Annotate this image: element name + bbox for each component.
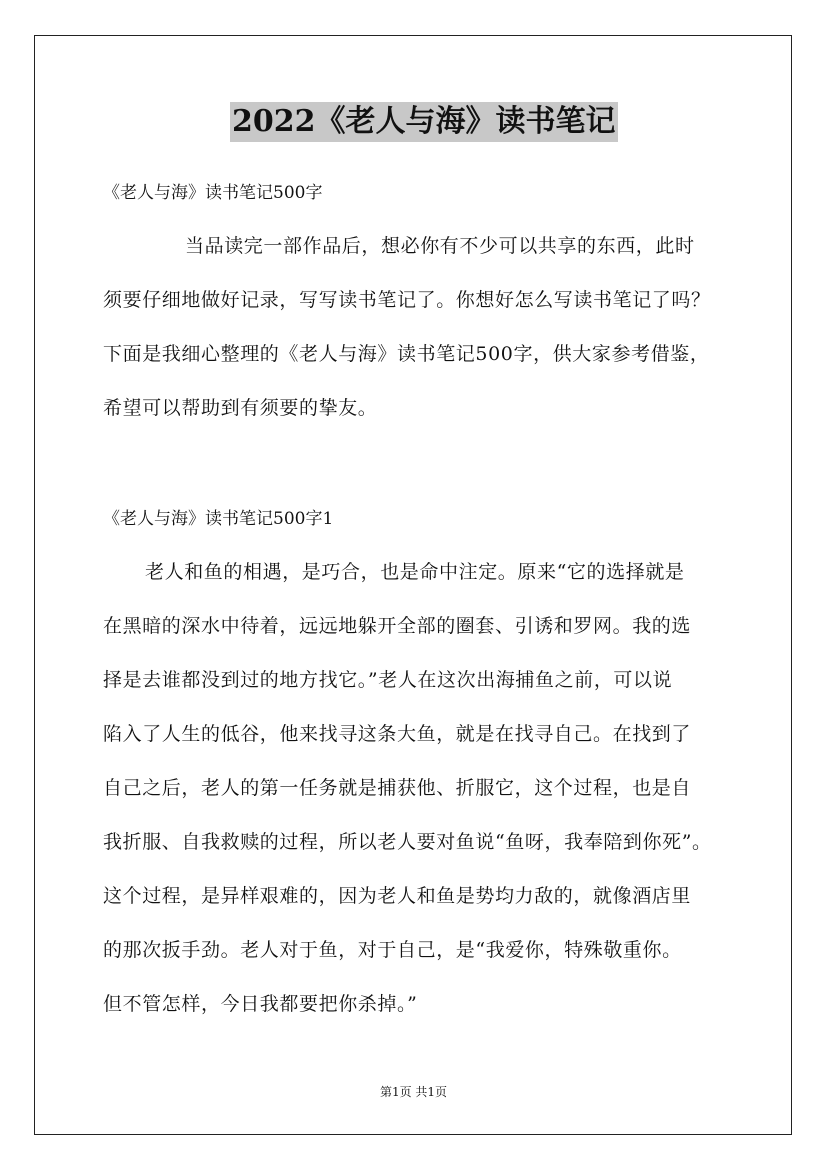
intro-line: 下面是我细心整理的《老人与海》读书笔记500字，供大家参考借鉴，: [103, 343, 710, 365]
intro-heading: 《老人与海》读书笔记500字: [103, 183, 323, 203]
body-line: 择是去谁都没到过的地方找它。”老人在这次出海捕鱼之前，可以说: [103, 669, 673, 691]
body-line: 陷入了人生的低谷，他来找寻这条大鱼，就是在找寻自己。在找到了: [103, 723, 692, 745]
body-line: 自己之后，老人的第一任务就是捕获他、折服它，这个过程，也是自: [103, 777, 692, 799]
body-line: 老人和鱼的相遇，是巧合，也是命中注定。原来“它的选择就是: [145, 561, 685, 583]
body-line: 但不管怎样，今日我都要把你杀掉。”: [103, 993, 418, 1015]
intro-line: 当品读完一部作品后，想必你有不少可以共享的东西，此时: [185, 235, 695, 257]
document-title: 2022《老人与海》读书笔记: [230, 102, 618, 142]
body-line: 这个过程，是异样艰难的，因为老人和鱼是势均力敌的，就像酒店里: [103, 885, 692, 907]
body-line: 的那次扳手劲。老人对于鱼，对于自己，是“我爱你，特殊敬重你。: [103, 939, 682, 961]
intro-line: 须要仔细地做好记录，写写读书笔记了。你想好怎么写读书笔记了吗？: [103, 289, 711, 311]
intro-line: 希望可以帮助到有须要的挚友。: [103, 397, 378, 419]
section-heading: 《老人与海》读书笔记500字1: [103, 509, 334, 529]
page-number-footer: 第1页 共1页: [379, 1085, 448, 1099]
body-line: 在黑暗的深水中待着，远远地躲开全部的圈套、引诱和罗网。我的选: [103, 615, 692, 637]
body-line: 我折服、自我救赎的过程，所以老人要对鱼说“鱼呀，我奉陪到你死”。: [103, 831, 712, 853]
